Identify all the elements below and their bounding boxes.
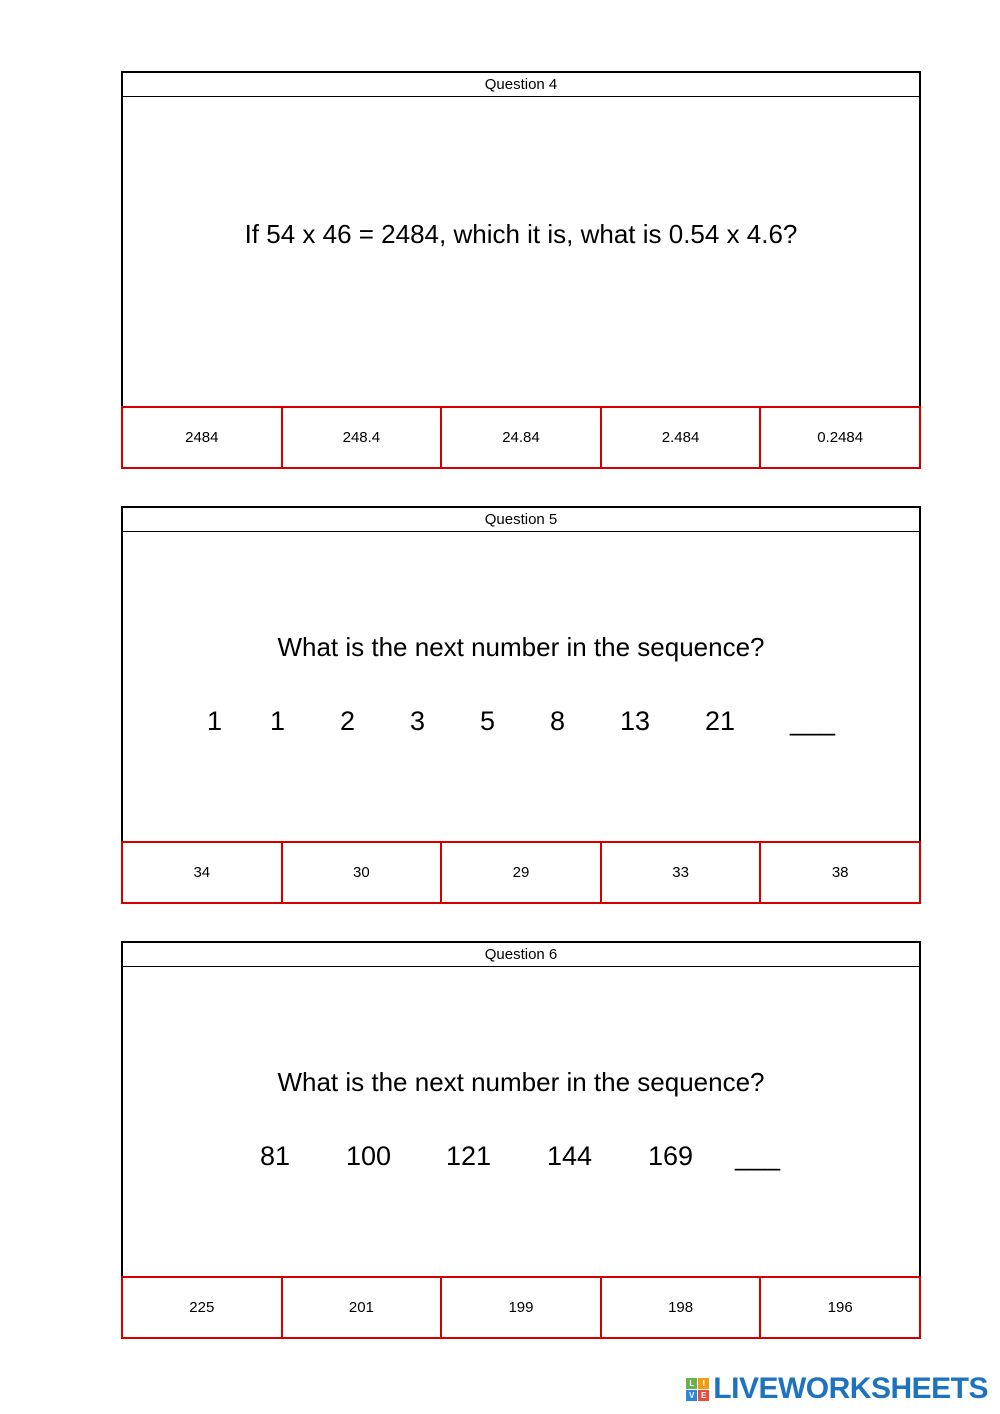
sequence-term: 1	[207, 706, 223, 736]
sequence-blank: ___	[790, 706, 836, 736]
sequence-blank: ___	[735, 1141, 781, 1171]
sequence-term: 169	[648, 1141, 694, 1171]
answer-option[interactable]: 201	[281, 1278, 443, 1339]
answer-option[interactable]: 2484	[121, 408, 283, 469]
answer-option[interactable]: 225	[121, 1278, 283, 1339]
sequence-term: 121	[446, 1141, 492, 1171]
logo-letter: V	[686, 1390, 697, 1401]
sequence-term: 100	[346, 1141, 392, 1171]
answer-option[interactable]: 34	[121, 843, 283, 904]
answer-option[interactable]: 2.484	[600, 408, 762, 469]
answer-option[interactable]: 198	[600, 1278, 762, 1339]
answer-option[interactable]: 30	[281, 843, 443, 904]
question-4-prompt: If 54 x 46 = 2484, which it is, what is 0.54 x 4.6?	[244, 219, 798, 249]
logo-letter: L	[686, 1378, 697, 1389]
sequence-term: 1	[270, 706, 286, 736]
question-5-card	[121, 506, 921, 904]
sequence-term: 5	[480, 706, 496, 736]
question-6-answers	[121, 1276, 921, 1339]
question-5-sequence	[123, 706, 919, 742]
answer-option[interactable]: 248.4	[281, 408, 443, 469]
answer-option[interactable]: 33	[600, 843, 762, 904]
sequence-term: 3	[410, 706, 426, 736]
logo-letter: E	[698, 1390, 709, 1401]
question-6-sequence	[123, 1141, 919, 1177]
liveworksheets-brand	[686, 1372, 988, 1406]
question-4-title: Question 4	[123, 73, 919, 97]
question-4-card	[121, 71, 921, 469]
answer-option[interactable]: 29	[440, 843, 602, 904]
question-5-prompt: What is the next number in the sequence?	[277, 632, 765, 662]
sequence-term: 144	[547, 1141, 593, 1171]
question-5-title: Question 5	[123, 508, 919, 532]
answer-option[interactable]: 0.2484	[759, 408, 921, 469]
question-6-card	[121, 941, 921, 1339]
question-5-body	[123, 532, 919, 841]
brand-name: LIVEWORKSHEETS	[713, 1372, 988, 1405]
logo-letter: I	[698, 1378, 709, 1389]
question-6-body	[123, 967, 919, 1276]
question-6-prompt: What is the next number in the sequence?	[277, 1067, 765, 1097]
sequence-term: 81	[260, 1141, 291, 1171]
sequence-term: 13	[620, 706, 651, 736]
answer-option[interactable]: 196	[759, 1278, 921, 1339]
sequence-term: 21	[705, 706, 736, 736]
question-5-answers	[121, 841, 921, 904]
sequence-term: 2	[340, 706, 356, 736]
answer-option[interactable]: 199	[440, 1278, 602, 1339]
answer-option[interactable]: 38	[759, 843, 921, 904]
question-4-answers	[121, 406, 921, 469]
question-6-title: Question 6	[123, 943, 919, 967]
liveworksheets-logo-icon	[686, 1378, 709, 1401]
sequence-term: 8	[550, 706, 566, 736]
answer-option[interactable]: 24.84	[440, 408, 602, 469]
question-4-body	[123, 97, 919, 406]
